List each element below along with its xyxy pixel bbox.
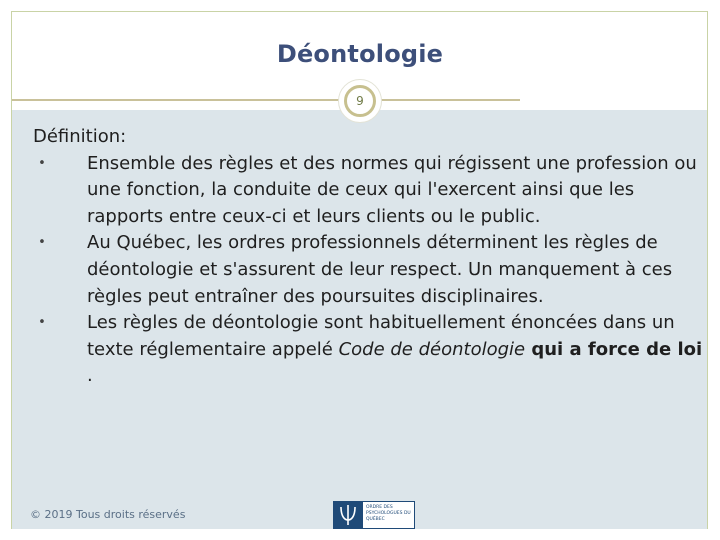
code-de-deontologie-emphasis: Code de déontologie — [338, 338, 526, 360]
list-item — [33, 310, 705, 390]
slide-body — [33, 124, 705, 390]
logo-text: ORDRE DES PSYCHOLOGUES DU QUÉBEC — [363, 501, 415, 529]
force-de-loi-emphasis: qui a force de loi — [525, 338, 703, 360]
slide-title: Déontologie — [276, 40, 444, 68]
bullet-text: Ensemble des règles et des normes qui régissent une profession ou une fonction, la conduite de ceux qui l'exercent ainsi que les rapports entre ceux-ci et leurs clients ou le public. — [87, 152, 697, 227]
bullet-marker: • — [38, 155, 46, 171]
bullet-text — [87, 312, 702, 386]
bullet-marker: • — [38, 235, 46, 251]
list-item — [33, 151, 705, 231]
bullet-text-part: Les règles de déontologie sont habituellement énoncées dans un texte réglementaire appelé — [87, 312, 675, 360]
list-item — [33, 230, 705, 310]
psi-logo-icon — [333, 501, 363, 529]
title-divider-left — [12, 99, 340, 101]
page-number: 9 — [344, 85, 376, 117]
definition-heading: Définition: — [33, 126, 127, 147]
organization-logo — [333, 501, 415, 529]
bullet-marker: • — [38, 315, 46, 331]
bullet-text: Au Québec, les ordres professionnels déterminent les règles de déontologie et s'assurent de leur respect. Un manquement à ces règles peut entraîner des poursuites disciplinaires. — [87, 232, 673, 307]
bullet-text-end: . — [87, 365, 93, 387]
copyright-notice: © 2019 Tous droits réservés — [30, 508, 186, 521]
page-number-badge — [338, 79, 382, 123]
title-divider-right — [380, 99, 520, 101]
